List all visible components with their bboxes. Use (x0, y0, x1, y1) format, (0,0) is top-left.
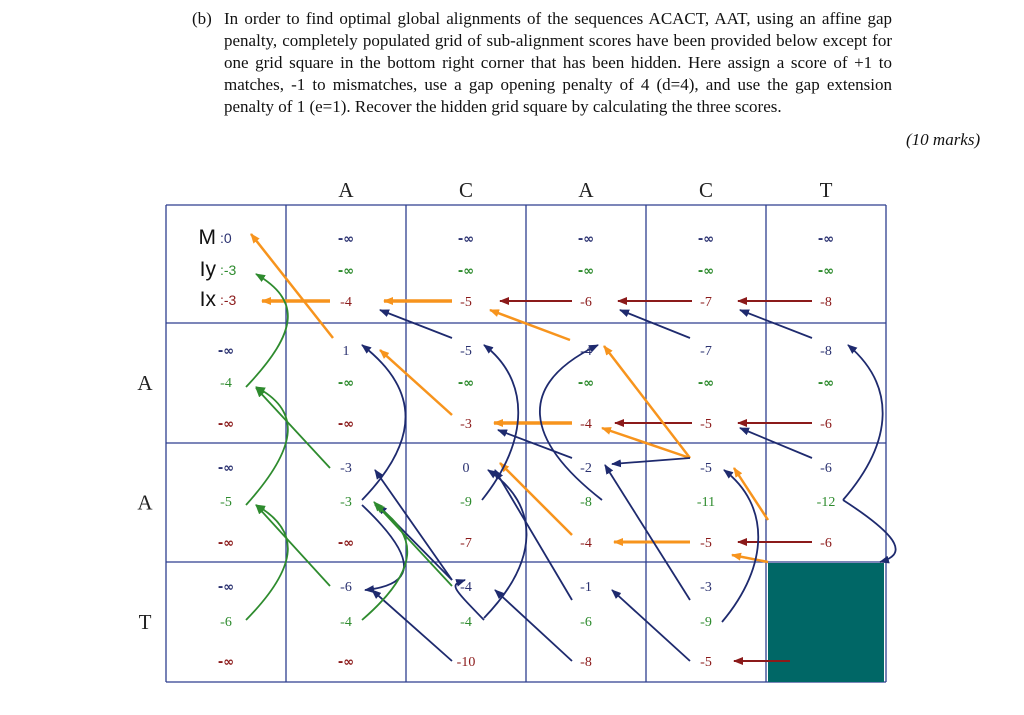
cell-m-value: -∞ (577, 232, 595, 247)
arrow-iy-diagonal (374, 502, 452, 586)
key-value: :-3 (220, 262, 237, 278)
column-header: C (458, 178, 474, 202)
cell-m-value: -4 (460, 580, 472, 595)
key-label: Iy (199, 258, 216, 281)
cell-ix-value: -4 (580, 417, 592, 432)
cell-ix-value: -∞ (217, 417, 235, 432)
arrow-diagonal (740, 310, 812, 338)
cell-ix-value: -∞ (337, 536, 355, 551)
cell-m-value: -5 (460, 344, 472, 359)
arrow-diagonal (612, 590, 690, 661)
cell-m-value: -∞ (697, 232, 715, 247)
cell-ix-value: -6 (580, 295, 592, 310)
cell-m-value: 0 (462, 461, 470, 476)
cell-m-value: -3 (340, 461, 352, 476)
cell-ix-value: -6 (820, 536, 832, 551)
arrow-iy-diagonal (256, 388, 330, 468)
cell-iy-value: -∞ (337, 264, 355, 279)
arrow-diagonal-optimal (380, 350, 452, 415)
column-header: A (338, 178, 354, 202)
row-header: A (137, 371, 153, 395)
cell-iy-value: -4 (220, 376, 232, 391)
arrow-curve (843, 345, 883, 500)
arrow-curve (722, 470, 758, 622)
column-header: C (698, 178, 714, 202)
cell-m-value: -∞ (217, 580, 235, 595)
cell-iy-value: -6 (220, 615, 232, 630)
cell-ix-value: -5 (460, 295, 472, 310)
arrow-curve (843, 500, 896, 562)
arrow-diagonal (372, 590, 452, 661)
cell-ix-value: -∞ (217, 655, 235, 670)
cell-m-value: -∞ (817, 232, 835, 247)
cell-iy-value: -5 (220, 495, 232, 510)
cell-ix-value: -5 (700, 417, 712, 432)
question-text: In order to find optimal global alignments of the sequences ACACT, AAT, using an affine gap penalty, completely populated grid of sub-alignment scores have been provided below except for one grid square in the bottom right corner that has been hidden. Here assign a score of +1 to matches, -1 to mismatches, use a gap opening penalty of 4 (d=4), and use the gap extension penalty of 1 (e=1). Recover the hidden grid square by calculating the three scores. (224, 9, 892, 116)
cell-ix-value: -8 (820, 295, 832, 310)
cell-iy-value: -∞ (577, 264, 595, 279)
arrow-diagonal (620, 310, 690, 338)
cell-iy-value: -12 (816, 495, 836, 510)
cell-iy-value: -∞ (817, 376, 835, 391)
cell-ix-value: -∞ (337, 417, 355, 432)
grid-text (137, 178, 835, 670)
cell-ix-value: -4 (580, 536, 592, 551)
cell-m-value: -∞ (457, 232, 475, 247)
arrow-iy-diagonal (256, 505, 330, 586)
row-header: T (138, 610, 152, 634)
cell-m-value: 1 (342, 344, 350, 359)
cell-ix-value: -∞ (337, 655, 355, 670)
arrow-diagonal-optimal (732, 555, 768, 562)
cell-iy-value: -∞ (577, 376, 595, 391)
row-header: A (137, 490, 153, 515)
arrow-curve (484, 470, 527, 618)
arrow-iy-curve (246, 387, 288, 505)
key-label: M (198, 226, 216, 249)
cell-iy-value: -11 (696, 495, 716, 510)
cell-iy-value: -3 (340, 495, 352, 510)
arrow-diagonal (495, 590, 572, 661)
arrow-curve (362, 505, 404, 590)
cell-m-value: -6 (820, 461, 832, 476)
cell-ix-value: -5 (700, 655, 712, 670)
cell-m-value: -2 (580, 461, 592, 476)
key-value: :0 (220, 230, 232, 246)
arrow-diagonal (375, 470, 452, 580)
key-label: Ix (199, 288, 216, 311)
key-value: :-3 (220, 292, 237, 308)
cell-iy-value: -∞ (697, 264, 715, 279)
question-label: (b) (192, 9, 212, 28)
arrow-diagonal-optimal (734, 468, 768, 520)
arrow-diagonal (380, 310, 452, 338)
cell-iy-value: -4 (460, 615, 472, 630)
cell-m-value: -∞ (337, 232, 355, 247)
cell-m-value: -1 (580, 580, 592, 595)
arrow-iy-curve (246, 274, 288, 387)
arrow-diagonal-optimal (490, 310, 570, 340)
cell-ix-value: -10 (456, 655, 476, 670)
cell-ix-value: -7 (460, 536, 472, 551)
cell-m-value: -∞ (217, 461, 235, 476)
cell-m-value: -8 (820, 344, 832, 359)
arrow-diagonal (605, 465, 690, 600)
hidden-cell (768, 563, 884, 682)
cell-ix-value: -∞ (217, 536, 235, 551)
cell-ix-value: -5 (700, 536, 712, 551)
hidden-layer (768, 563, 884, 682)
cell-m-value: -4 (580, 344, 592, 359)
arrow-diagonal-optimal (604, 346, 690, 458)
cell-iy-value: -∞ (457, 264, 475, 279)
cell-iy-value: -∞ (817, 264, 835, 279)
arrow-diagonal-optimal (500, 463, 572, 535)
cell-iy-value: -9 (700, 615, 712, 630)
cell-m-value: -∞ (217, 344, 235, 359)
cell-m-value: -7 (700, 344, 712, 359)
arrow-diagonal (612, 458, 690, 464)
cell-m-value: -6 (340, 580, 352, 595)
cell-ix-value: -8 (580, 655, 592, 670)
cell-ix-value: -3 (460, 417, 472, 432)
cell-ix-value: -6 (820, 417, 832, 432)
cell-m-value: -5 (700, 461, 712, 476)
cell-iy-value: -∞ (457, 376, 475, 391)
cell-ix-value: -4 (340, 295, 352, 310)
cell-ix-value: -7 (700, 295, 712, 310)
cell-m-value: -3 (700, 580, 712, 595)
column-header: A (578, 178, 594, 202)
cell-iy-value: -6 (580, 615, 592, 630)
cell-iy-value: -∞ (337, 376, 355, 391)
question-marks: (10 marks) (906, 130, 981, 149)
cell-iy-value: -9 (460, 495, 472, 510)
cell-iy-value: -∞ (697, 376, 715, 391)
cell-iy-value: -8 (580, 495, 592, 510)
arrow-diagonal (495, 470, 572, 600)
column-header: T (819, 178, 833, 202)
cell-iy-value: -4 (340, 615, 352, 630)
